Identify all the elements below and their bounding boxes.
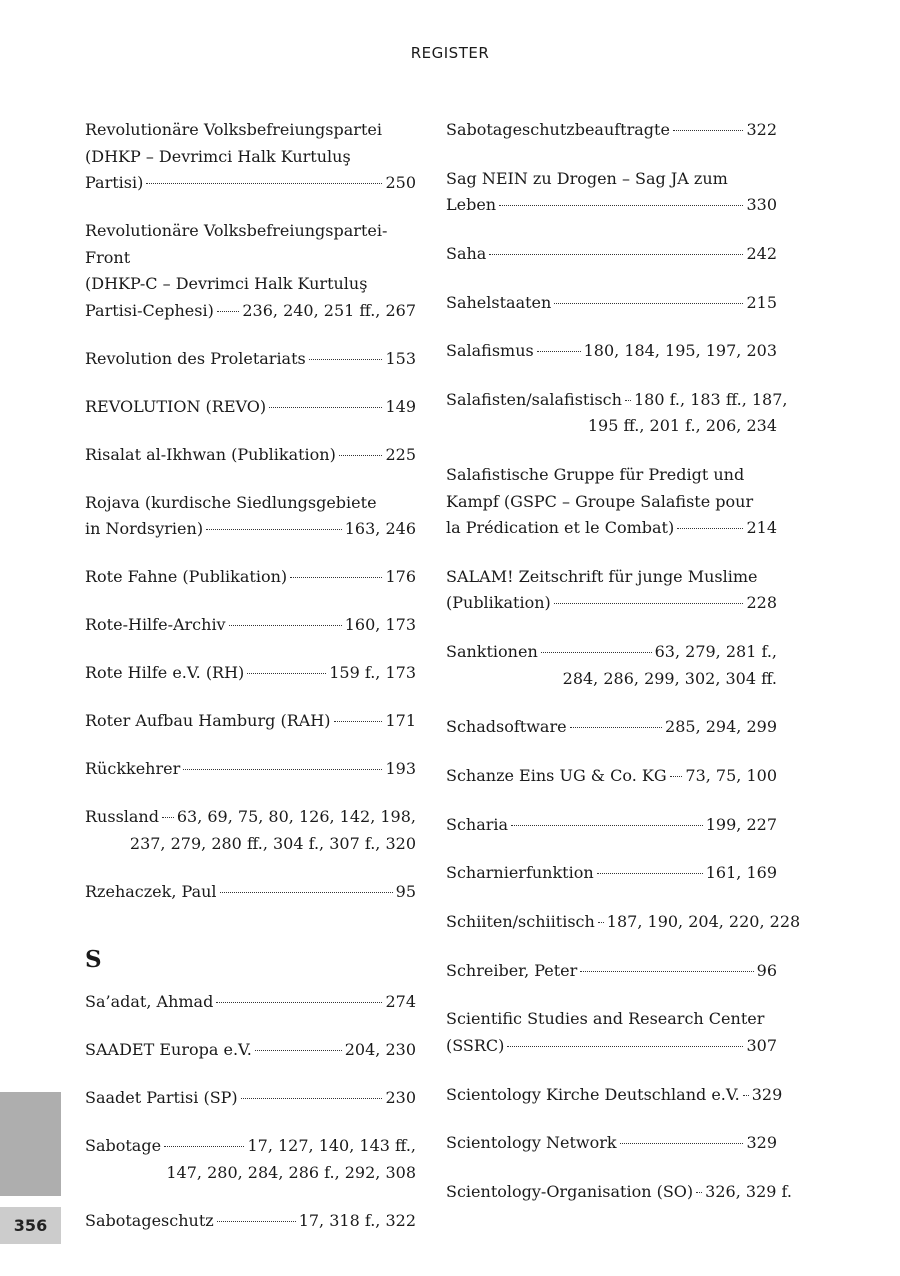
leader-dots	[511, 825, 703, 826]
entry-term: REVOLUTION (REVO)	[85, 396, 267, 416]
entry-line	[85, 1208, 416, 1235]
entry-pages: 322	[746, 120, 777, 139]
entry-pages: 187, 190, 204, 220, 228	[606, 911, 801, 931]
entry-line	[85, 442, 416, 469]
entry-term: Salafismus	[446, 341, 534, 361]
entry-line	[446, 117, 777, 144]
entry-line	[85, 346, 416, 373]
entry-pages: 171	[385, 711, 416, 730]
entry-pages: 230	[385, 1088, 416, 1107]
entry-term-line: (DHKP – Devrimci Halk Kurtuluş	[85, 146, 351, 166]
index-entry	[85, 708, 416, 735]
index-entry	[85, 218, 416, 324]
entry-term: Scharnierfunktion	[446, 863, 594, 883]
entry-pages: 329	[746, 1133, 777, 1153]
entry-line	[446, 1082, 783, 1109]
index-entry	[85, 804, 416, 857]
entry-line	[85, 989, 416, 1016]
entry-term-line: Revolutionäre Volksbefreiungspartei-Front	[85, 221, 388, 267]
leader-dots	[162, 817, 174, 818]
entry-term: Sabotage	[85, 1136, 162, 1155]
entry-pages: 274	[385, 992, 416, 1011]
entry-line	[85, 804, 416, 831]
running-header: REGISTER	[410, 44, 490, 62]
entry-pages: 225	[385, 444, 416, 464]
leader-dots	[554, 303, 743, 304]
entry-pages: 326, 329 f.	[705, 1181, 792, 1201]
entry-term: la Prédication et le Combat)	[446, 518, 675, 538]
index-entry	[446, 763, 777, 790]
entry-term: Partisi-Cephesi)	[85, 300, 214, 320]
entry-line	[446, 590, 777, 617]
index-entry	[85, 1037, 416, 1064]
entry-line	[446, 192, 777, 219]
entry-term-line: Scientific Studies and Research Center	[446, 1009, 765, 1029]
index-entry	[85, 346, 416, 373]
leader-dots	[541, 652, 652, 653]
leader-dots	[217, 1221, 296, 1222]
entry-term: Saadet Partisi (SP)	[85, 1088, 238, 1107]
entry-line	[85, 170, 416, 197]
entry-pages: 236, 240, 251 ff., 267	[242, 300, 416, 320]
index-entry	[446, 958, 777, 985]
leader-dots	[339, 455, 383, 456]
leader-dots	[598, 922, 604, 923]
entry-pages: 149	[385, 396, 416, 416]
leader-dots	[570, 727, 662, 728]
entry-term-line: Sag NEIN zu Drogen – Sag JA zum	[446, 168, 728, 188]
leader-dots	[334, 721, 383, 722]
entry-line	[446, 1179, 792, 1206]
leader-dots	[269, 407, 382, 408]
index-entry	[446, 564, 777, 617]
entry-term: Rückkehrer	[85, 759, 181, 778]
entry-term: Russland	[85, 807, 159, 826]
index-entry	[85, 490, 416, 543]
entry-term: Sahelstaaten	[446, 292, 552, 312]
entry-pages: 17, 318 f., 322	[298, 1210, 416, 1230]
entry-term: Sa’adat, Ahmad	[85, 992, 214, 1011]
index-entry	[85, 1208, 416, 1235]
entry-pages: 180 f., 183 ff., 187,	[633, 389, 788, 409]
entry-pages: 96	[756, 960, 777, 980]
leader-dots	[673, 130, 744, 131]
entry-pages: 161, 169	[705, 863, 777, 883]
index-entry	[85, 989, 416, 1016]
entry-line	[85, 564, 416, 591]
entry-term: Leben	[446, 195, 497, 215]
entry-term: Rote Hilfe e.V. (RH)	[85, 663, 245, 682]
entry-pages: 17, 127, 140, 143 ff.,	[247, 1136, 416, 1155]
index-entry	[446, 909, 801, 936]
entry-pages: 159 f., 173	[329, 663, 416, 682]
entry-line	[446, 860, 777, 887]
index-column-right	[446, 117, 801, 1205]
entry-line	[85, 756, 416, 783]
entry-term-line: SALAM! Zeitschrift für junge Muslime	[446, 566, 758, 586]
entry-line	[446, 812, 777, 839]
entry-term: Schadsoftware	[446, 717, 567, 737]
leader-dots	[620, 1143, 744, 1144]
entry-pages-continued: 147, 280, 284, 286 f., 292, 308	[166, 1162, 416, 1182]
index-entry	[85, 756, 416, 783]
entry-term: Scharia	[446, 814, 509, 834]
index-entry	[85, 1133, 416, 1186]
entry-term: in Nordsyrien)	[85, 519, 204, 538]
entry-pages-continued: 284, 286, 299, 302, 304 ff.	[562, 668, 777, 688]
entry-term: Rzehaczek, Paul	[85, 881, 217, 901]
entry-term-line: Rojava (kurdische Siedlungsgebiete	[85, 492, 377, 512]
leader-dots	[696, 1192, 702, 1193]
entry-pages: 199, 227	[705, 814, 777, 834]
entry-line	[85, 879, 416, 906]
index-entry	[85, 612, 416, 639]
leader-dots	[554, 603, 744, 604]
entry-line	[446, 639, 777, 666]
index-entry	[85, 660, 416, 687]
leader-dots	[220, 892, 393, 893]
leader-dots	[489, 254, 743, 255]
entry-term-line: Kampf (GSPC – Groupe Salafiste pour	[446, 491, 754, 511]
entry-term: Revolution des Proletariats	[85, 348, 306, 368]
page-number: 356	[13, 1216, 48, 1235]
entry-line	[85, 1037, 416, 1064]
entry-line	[446, 714, 777, 741]
entry-line	[85, 1085, 416, 1112]
entry-line	[85, 516, 416, 543]
entry-term: Rote Fahne (Publikation)	[85, 567, 288, 586]
entry-pages: 95	[395, 881, 416, 901]
entry-term-line: Salafistische Gruppe für Predigt und	[446, 465, 745, 485]
index-entry	[446, 1082, 783, 1109]
leader-dots	[290, 577, 382, 578]
index-entry	[446, 1130, 777, 1157]
entry-line	[85, 1133, 416, 1160]
entry-term: Scientology Kirche Deutschland e.V.	[446, 1084, 740, 1104]
entry-line	[446, 958, 777, 985]
index-entry	[85, 879, 416, 906]
entry-pages: 242	[746, 243, 777, 263]
leader-dots	[216, 1002, 382, 1003]
entry-pages: 285, 294, 299	[665, 717, 777, 737]
section-letter: S	[85, 946, 102, 973]
entry-term: (SSRC)	[446, 1035, 505, 1055]
entry-pages: 180, 184, 195, 197, 203	[583, 341, 777, 361]
leader-dots	[743, 1095, 749, 1096]
index-entry	[446, 812, 777, 839]
leader-dots	[217, 311, 240, 312]
index-entry	[85, 1085, 416, 1112]
entry-term: Risalat al-Ikhwan (Publikation)	[85, 444, 336, 464]
entry-term: Sabotageschutz	[85, 1210, 214, 1230]
entry-line	[446, 387, 788, 414]
entry-pages: 63, 69, 75, 80, 126, 142, 198,	[176, 807, 416, 826]
thumb-tab-marker	[0, 1092, 61, 1196]
index-entry	[446, 338, 777, 365]
entry-line	[85, 708, 416, 735]
index-entry	[446, 166, 777, 219]
entry-pages: 204, 230	[344, 1040, 416, 1059]
index-entry	[446, 290, 777, 317]
entry-term: Sabotageschutzbeauftragte	[446, 120, 670, 139]
index-entry	[446, 860, 777, 887]
leader-dots	[255, 1050, 342, 1051]
entry-term-line: (DHKP-C – Devrimci Halk Kurtuluş	[85, 274, 368, 293]
leader-dots	[247, 673, 326, 674]
leader-dots	[183, 769, 382, 770]
entry-pages: 250	[385, 173, 416, 192]
entry-line	[446, 763, 777, 790]
entry-term: Partisi)	[85, 173, 144, 192]
entry-pages: 215	[746, 292, 777, 312]
entry-pages: 160, 173	[344, 615, 416, 634]
entry-pages: 176	[385, 567, 416, 586]
index-entry	[85, 442, 416, 469]
entry-line	[446, 290, 777, 317]
entry-pages-continued: 195 ff., 201 f., 206, 234	[587, 416, 777, 436]
entry-line	[85, 394, 416, 421]
index-entry	[85, 117, 416, 197]
entry-term: SAADET Europa e.V.	[85, 1040, 252, 1059]
leader-dots	[229, 625, 342, 626]
entry-line	[446, 1130, 777, 1157]
entry-pages: 153	[385, 348, 416, 368]
entry-pages: 63, 279, 281 f.,	[654, 642, 777, 661]
entry-line	[85, 660, 416, 687]
entry-line	[446, 338, 777, 365]
entry-line	[446, 909, 801, 936]
index-entry	[446, 1179, 792, 1206]
leader-dots	[597, 873, 703, 874]
entry-term: Roter Aufbau Hamburg (RAH)	[85, 711, 331, 730]
leader-dots	[146, 183, 382, 184]
entry-pages: 214	[746, 518, 777, 538]
entry-line	[85, 612, 416, 639]
index-entry	[446, 462, 777, 542]
leader-dots	[206, 529, 342, 530]
index-entry	[85, 394, 416, 421]
index-entry	[446, 1006, 777, 1059]
entry-pages: 307	[746, 1035, 777, 1055]
leader-dots	[164, 1146, 244, 1147]
index-entry	[446, 117, 777, 144]
entry-pages: 228	[746, 593, 777, 613]
entry-pages: 73, 75, 100	[685, 765, 777, 785]
entry-term: Schanze Eins UG & Co. KG	[446, 765, 667, 785]
leader-dots	[241, 1098, 383, 1099]
leader-dots	[507, 1046, 743, 1047]
entry-term: Saha	[446, 243, 487, 263]
index-column-left	[85, 117, 416, 1234]
leader-dots	[309, 359, 383, 360]
leader-dots	[677, 528, 743, 529]
leader-dots	[580, 971, 753, 972]
leader-dots	[670, 776, 683, 777]
entry-line	[446, 515, 777, 542]
entry-line	[446, 1033, 777, 1060]
index-entry	[446, 714, 777, 741]
leader-dots	[537, 351, 581, 352]
entry-term: (Publikation)	[446, 593, 551, 613]
entry-line	[85, 298, 416, 325]
entry-term: Sanktionen	[446, 642, 538, 661]
leader-dots	[625, 400, 631, 401]
index-entry	[446, 241, 777, 268]
entry-term: Schreiber, Peter	[446, 960, 578, 980]
index-entry	[446, 639, 777, 692]
entry-term: Schiiten/schiitisch	[446, 911, 595, 931]
entry-term: Salafisten/salafistisch	[446, 389, 622, 409]
entry-term: Scientology-Organisation (SO)	[446, 1181, 694, 1201]
entry-pages-continued: 237, 279, 280 ff., 304 f., 307 f., 320	[129, 833, 416, 853]
entry-pages: 330	[746, 195, 777, 215]
entry-pages: 163, 246	[344, 519, 416, 538]
index-entry	[446, 387, 788, 440]
entry-line	[446, 241, 777, 268]
entry-term-line: Revolutionäre Volksbefreiungspartei	[85, 120, 382, 139]
leader-dots	[499, 205, 743, 206]
entry-term: Scientology Network	[446, 1133, 617, 1153]
index-entry	[85, 564, 416, 591]
entry-term: Rote-Hilfe-Archiv	[85, 615, 226, 634]
entry-pages: 193	[385, 759, 416, 778]
entry-pages: 329	[751, 1084, 783, 1104]
